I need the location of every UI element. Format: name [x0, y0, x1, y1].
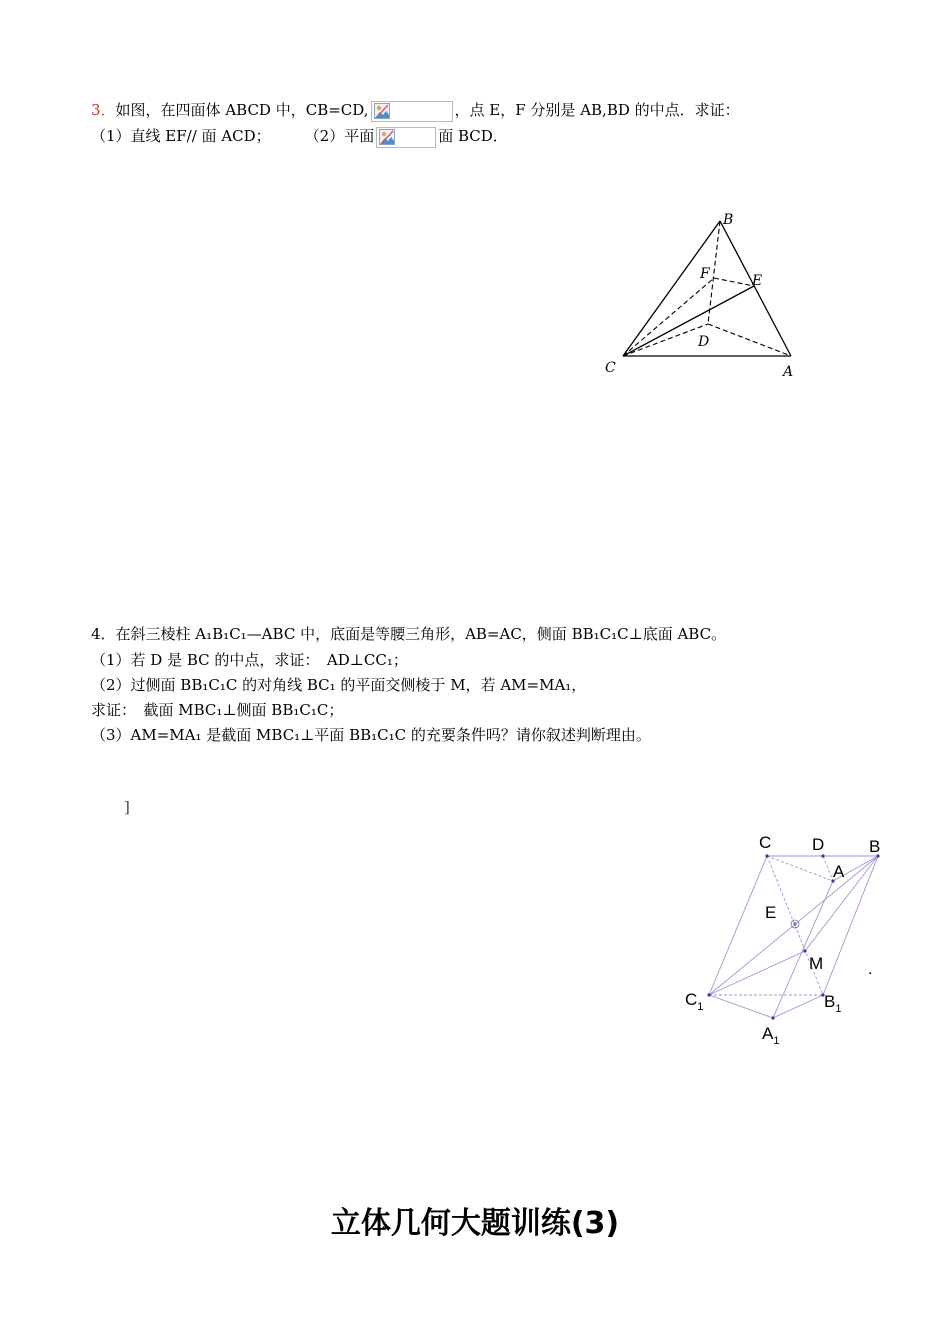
- segment-ce: [623, 286, 754, 356]
- label-c: C: [605, 360, 616, 376]
- label-m: M: [809, 954, 824, 973]
- label-c1: $C_1$: [685, 990, 704, 1013]
- edge-cc1: [709, 856, 767, 995]
- edge-cd: [623, 324, 708, 356]
- page-title: 立体几何大题训练(3): [330, 1206, 620, 1241]
- problem3-line2: [91, 126, 508, 148]
- broken-image-icon: [371, 101, 453, 122]
- tetrahedron-figure: [590, 205, 820, 385]
- label-f: F: [700, 266, 710, 282]
- stray-bracket: ]: [124, 798, 130, 816]
- segment-c1m: [709, 951, 805, 995]
- problem4-line2: （1）若 D 是 BC 的中点，求证： AD⊥CC₁；: [91, 651, 408, 669]
- label-b: B: [869, 837, 881, 856]
- problem4-line5: （3）AM=MA₁ 是截面 MBC₁⊥平面 BB₁C₁C 的充要条件吗？请你叙述判断理由。: [91, 726, 651, 744]
- problem4-line3: （2）过侧面 BB₁C₁C 的对角线 BC₁ 的平面交侧棱于 M，若 AM=MA₁，: [91, 676, 587, 694]
- label-d: D: [812, 835, 825, 854]
- problem3-number: 3．: [91, 101, 116, 119]
- label-a: A: [833, 862, 845, 881]
- problem3-line1: [91, 100, 740, 122]
- label-e: E: [752, 273, 763, 289]
- broken-image-icon: [376, 127, 436, 148]
- label-d: D: [698, 334, 710, 350]
- edge-c1a1: [709, 995, 773, 1018]
- label-b: B: [723, 212, 734, 228]
- problem3-text-b: ，点 E，F 分别是 AB,BD 的中点．求证：: [454, 101, 740, 119]
- edge-a1b1: [773, 995, 823, 1018]
- problem3-text-a: 如图，在四面体 ABCD 中，CB=CD,: [115, 101, 369, 119]
- problem3-part1: （1）直线 EF// 面 ACD；: [91, 127, 271, 145]
- label-a1: $A_1$: [762, 1024, 780, 1047]
- prism-figure: [675, 825, 890, 1050]
- edge-da: [708, 324, 791, 356]
- label-c: C: [759, 833, 772, 852]
- label-a: A: [783, 364, 794, 380]
- label-e: E: [765, 903, 777, 922]
- label-b1: $B_1$: [824, 992, 842, 1015]
- diag-c1b: [709, 856, 878, 995]
- segment-fe: [714, 278, 754, 286]
- stray-dot: .: [868, 962, 873, 978]
- problem4-line1: 4．在斜三棱柱 A₁B₁C₁—ABC 中，底面是等腰三角形，AB=AC，侧面 BB₁C₁C⊥底面 ABC。: [91, 625, 727, 643]
- problem4-line4: 求证： 截面 MBC₁⊥侧面 BB₁C₁C；: [91, 701, 344, 719]
- problem3-part2: （2）平面: [304, 127, 375, 145]
- edge-bd: [708, 221, 720, 324]
- segment-da: [823, 856, 833, 881]
- edge-ca: [767, 856, 833, 881]
- problem3-part2-end: 面 BCD．: [438, 127, 508, 145]
